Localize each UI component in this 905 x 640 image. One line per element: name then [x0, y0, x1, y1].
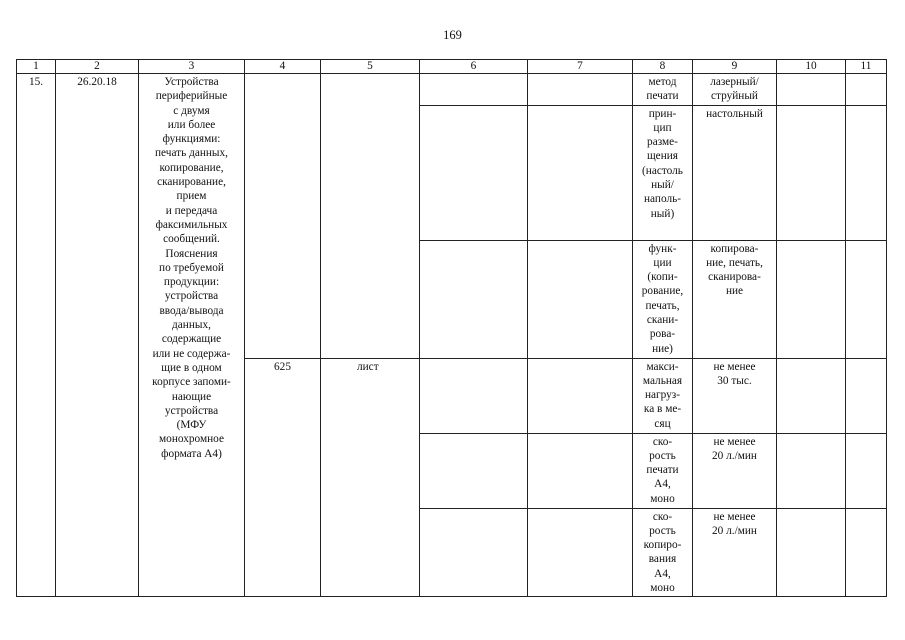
col6-cell [420, 508, 528, 597]
header-cell-5: 5 [321, 60, 420, 74]
characteristic-name: метод печати [633, 74, 693, 106]
header-cell-7: 7 [528, 60, 633, 74]
row-number: 15. [17, 74, 56, 597]
col11-cell [846, 358, 887, 433]
col7-cell [528, 105, 633, 240]
col10-cell [777, 240, 846, 358]
col11-cell [846, 105, 887, 240]
header-cell-9: 9 [693, 60, 777, 74]
page-number: 169 [443, 28, 462, 42]
okpd2-code: 26.20.18 [56, 74, 139, 597]
col10-cell [777, 433, 846, 508]
characteristic-value: не менее 30 тыс. [693, 358, 777, 433]
col7-cell [528, 508, 633, 597]
header-cell-1: 1 [17, 60, 56, 74]
col10-cell [777, 105, 846, 240]
characteristic-value: не менее 20 л./мин [693, 508, 777, 597]
header-cell-2: 2 [56, 60, 139, 74]
col10-cell [777, 74, 846, 106]
col11-cell [846, 433, 887, 508]
characteristic-name: ско- рость копиро- вания А4, моно [633, 508, 693, 597]
characteristic-name: прин- цип разме- щения (настоль ный/ наполь- ный) [633, 105, 693, 240]
col6-cell [420, 105, 528, 240]
col11-cell [846, 508, 887, 597]
characteristic-value: копирова- ние, печать, сканирова- ние [693, 240, 777, 358]
header-cell-4: 4 [245, 60, 321, 74]
table-row [17, 74, 887, 106]
header-cell-3: 3 [139, 60, 245, 74]
col6-cell [420, 240, 528, 358]
col7-cell [528, 74, 633, 106]
header-cell-11: 11 [846, 60, 887, 74]
characteristic-name: функ- ции (копи- рование, печать, скани- рова- ние) [633, 240, 693, 358]
col7-cell [528, 433, 633, 508]
col11-cell [846, 240, 887, 358]
characteristic-value: лазерный/ струйный [693, 74, 777, 106]
specification-table [16, 59, 887, 597]
col6-cell [420, 74, 528, 106]
product-description: Устройства периферийные с двумя или более функциями: печать данных, копирование, сканирование, прием и передача факсимильных сообщений. Пояснения по требуемой продукции: устройства ввода/вывода данных, содержащие или не содержа- щие в одном корпусе запоми- нающие устройства (МФУ монохромное формата А4) [139, 74, 245, 597]
characteristic-name: макси- мальная нагруз- ка в ме- сяц [633, 358, 693, 433]
col6-cell [420, 433, 528, 508]
col7-cell [528, 358, 633, 433]
header-cell-6: 6 [420, 60, 528, 74]
unit-name: лист [321, 358, 420, 597]
header-cell-8: 8 [633, 60, 693, 74]
header-row [17, 60, 887, 74]
characteristic-name: ско- рость печати А4, моно [633, 433, 693, 508]
header-cell-10: 10 [777, 60, 846, 74]
characteristic-value: не менее 20 л./мин [693, 433, 777, 508]
col10-cell [777, 358, 846, 433]
okei-code: 625 [245, 358, 321, 597]
col10-cell [777, 508, 846, 597]
col7-cell [528, 240, 633, 358]
col6-cell [420, 358, 528, 433]
unit-cell-empty [321, 74, 420, 359]
characteristic-value: настольный [693, 105, 777, 240]
okei-code-cell-empty [245, 74, 321, 359]
col11-cell [846, 74, 887, 106]
